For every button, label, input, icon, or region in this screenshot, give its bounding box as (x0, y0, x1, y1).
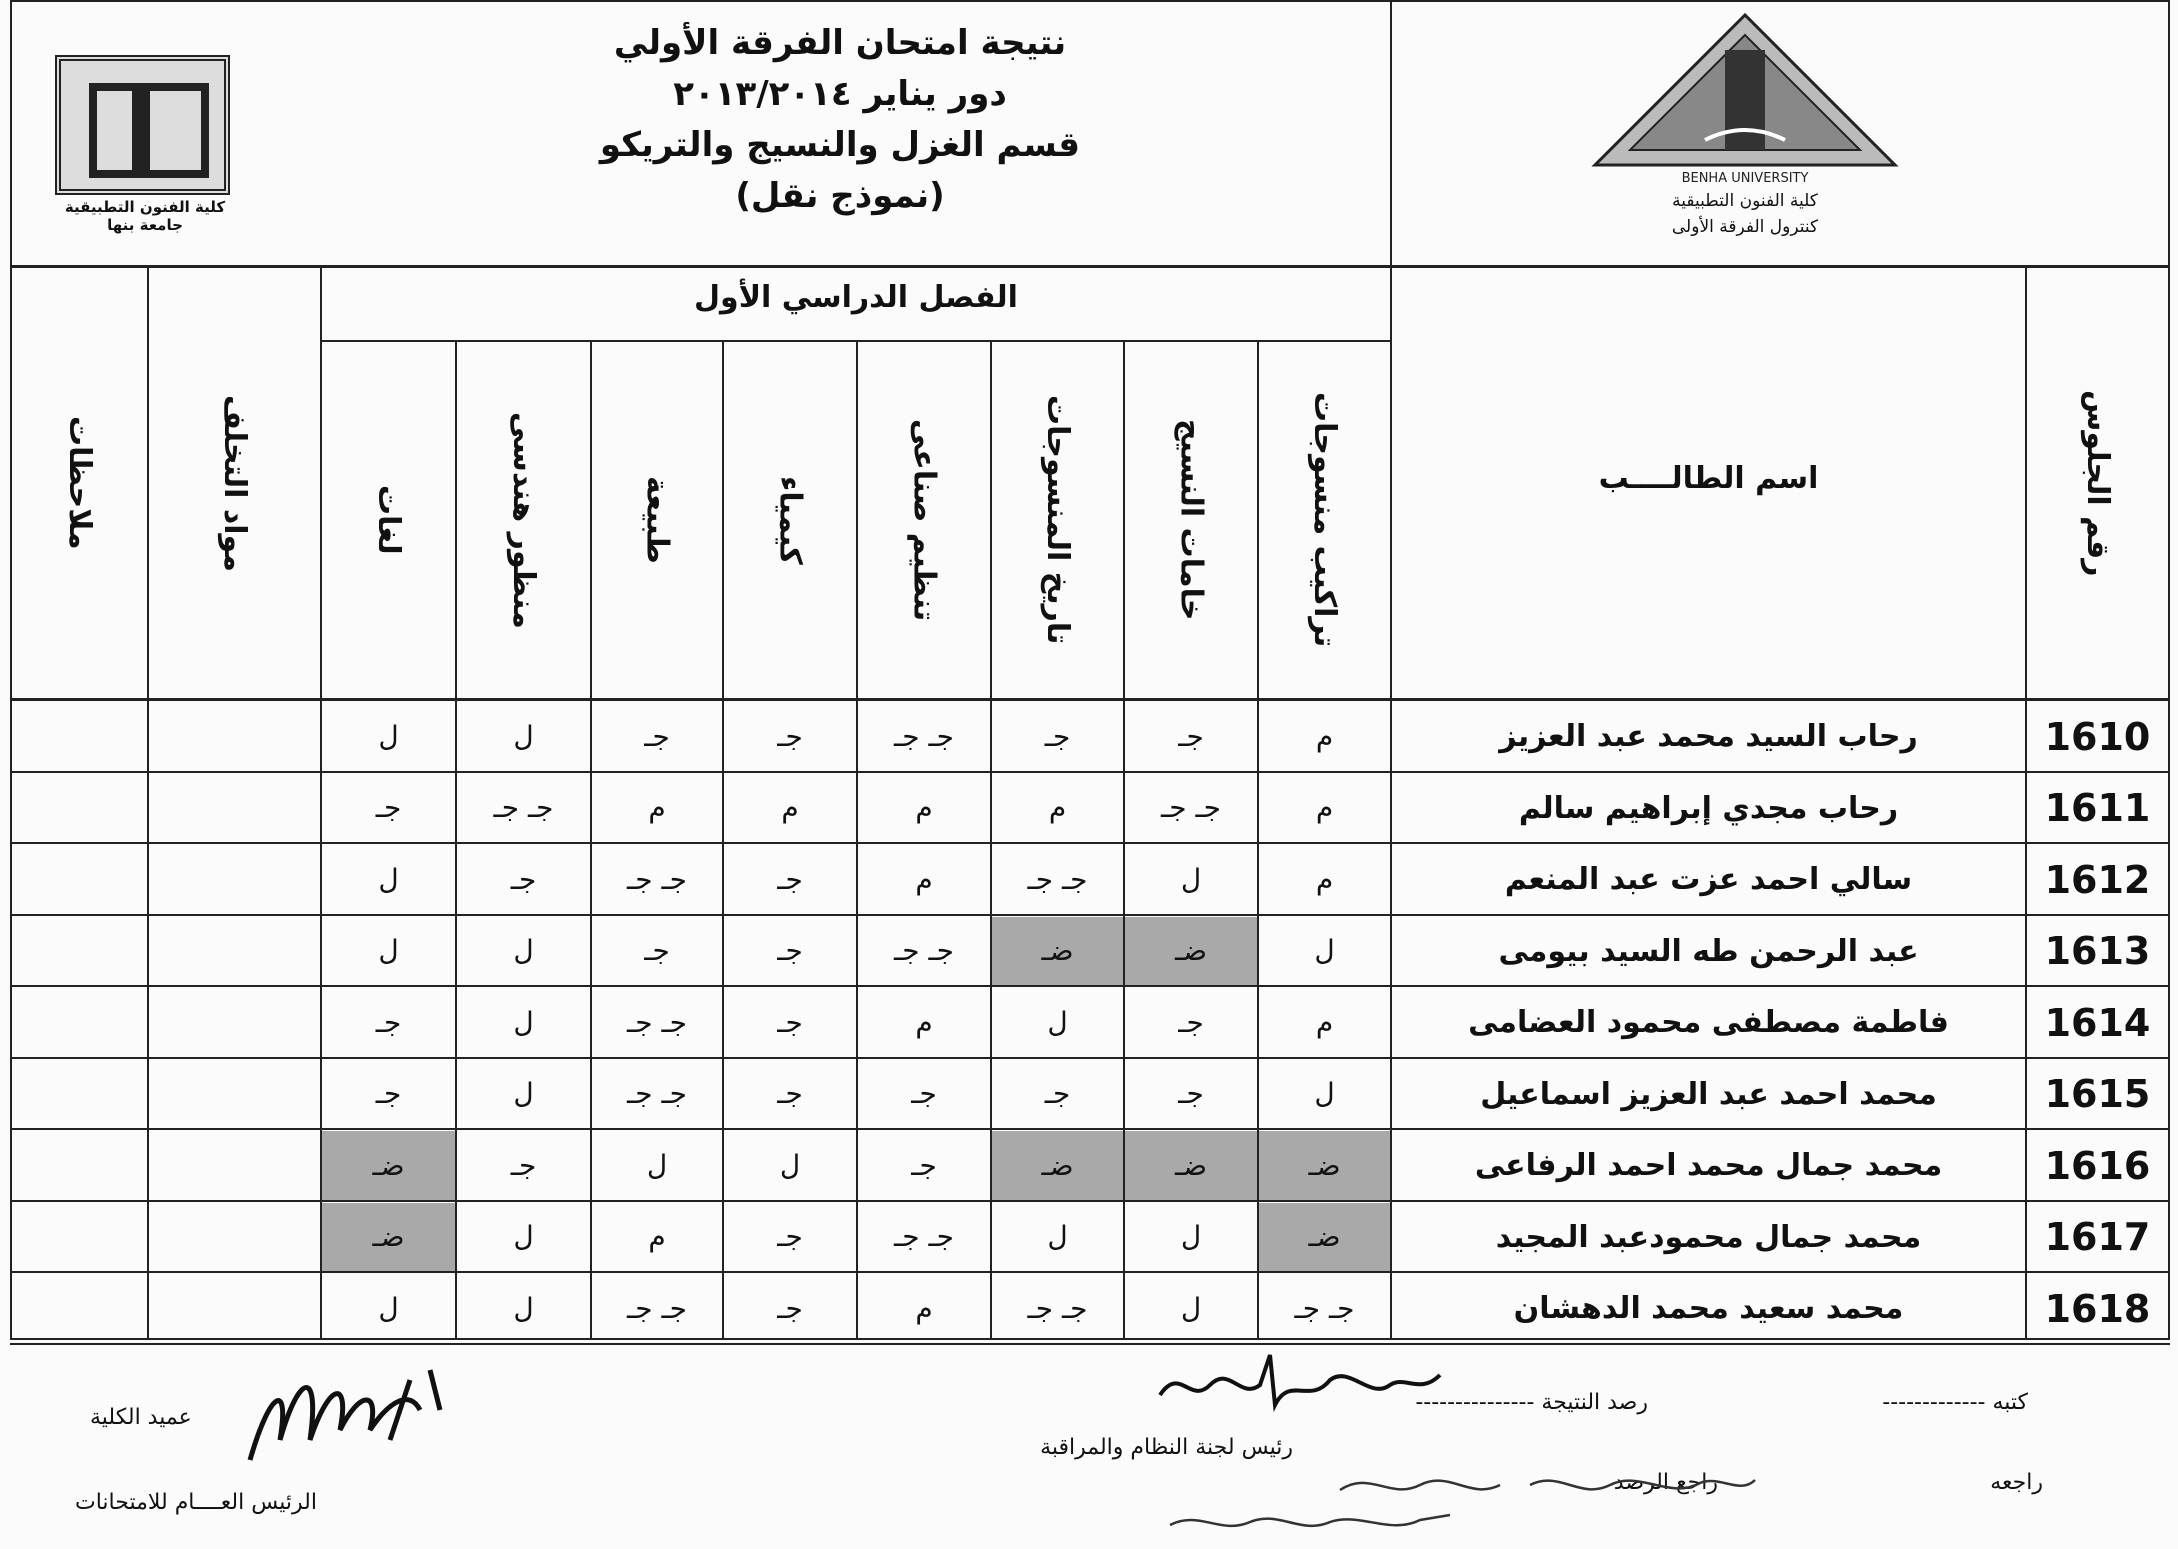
grade-cell: ضـ (1259, 1131, 1390, 1200)
exams-head-label: الرئيس العــــام للامتحانات (75, 1490, 317, 1515)
seat-number-cell: 1618 (2044, 1286, 2151, 1331)
grade-cell: جـ جـ (1294, 1291, 1355, 1325)
grade-cell: جـ (777, 1077, 803, 1111)
grade-cell: م (1315, 862, 1334, 896)
grade-cell: ضـ (992, 917, 1123, 986)
grade-cell: ل (1047, 1005, 1068, 1039)
grade-cell: ل (513, 934, 534, 968)
grade-cell: جـ (1178, 1077, 1204, 1111)
grade-cell: جـ (375, 1077, 402, 1111)
grade-cell: ل (513, 719, 534, 753)
grade-cell: ل (378, 719, 399, 753)
student-name-cell: محمد جمال محمد احمد الرفاعى (1474, 1148, 1943, 1184)
dean-label: عميد الكلية (90, 1405, 192, 1430)
review-record-label: راجع الرصد (1613, 1470, 1718, 1495)
grade-cell: ل (1180, 1291, 1202, 1325)
seat-number-cell: 1614 (2044, 1000, 2151, 1045)
notes-header: ملاحظات (62, 416, 97, 550)
subject-header-8: لغات (371, 485, 406, 555)
grade-cell: جـ جـ (493, 791, 554, 825)
seat-number-cell: 1617 (2044, 1215, 2151, 1260)
logo-mark (89, 83, 209, 178)
faculty-logo-left (50, 50, 230, 234)
grade-cell: ل (1047, 1220, 1068, 1254)
grade-cell: جـ (777, 862, 803, 896)
grade-cell: م (648, 791, 666, 825)
grade-cell: ل (378, 1291, 399, 1325)
table-row (10, 1202, 2170, 1274)
left-logo-caption-line1: كلية الفنون التطبيقية (64, 198, 226, 216)
grade-cell: جـ جـ (894, 719, 954, 753)
table-row (10, 844, 2170, 916)
student-name-cell: رحاب مجدي إبراهيم سالم (1518, 790, 1899, 826)
grade-cell: ل (646, 1148, 668, 1182)
grade-cell: ضـ (1125, 917, 1257, 986)
grade-cell: جـ (1178, 1005, 1204, 1039)
grade-cell: جـ جـ (1161, 791, 1221, 825)
grade-cell: جـ جـ (627, 862, 687, 896)
subject-header-7: منظور هندسى (506, 411, 541, 629)
grade-cell: جـ (777, 934, 803, 968)
university-emblem-icon (1585, 10, 1905, 185)
grade-cell: جـ (777, 1005, 803, 1039)
grade-cell: م (915, 1291, 933, 1325)
student-name-cell: محمد جمال محمودعبد المجيد (1495, 1219, 1922, 1255)
grade-cell: ل (513, 1077, 534, 1111)
grade-cell: م (915, 862, 933, 896)
grade-cell: م (915, 1005, 933, 1039)
table-bottom-border (10, 1338, 2170, 1340)
subject-header-1: تراكيب منسوجات (1307, 392, 1342, 648)
student-name-cell: محمد سعيد محمد الدهشان (1513, 1291, 1904, 1327)
table-row (10, 701, 2170, 773)
row-divider (10, 1343, 2170, 1345)
semester-heading: الفصل الدراسي الأول (694, 280, 1018, 315)
grade-cell: م (1048, 791, 1067, 825)
title-line-1: نتيجة امتحان الفرقة الأولي (613, 23, 1067, 63)
page-title (560, 18, 1120, 222)
grade-cell: م (1315, 791, 1334, 825)
grade-cell: م (1315, 719, 1334, 753)
logo-frame (55, 55, 230, 195)
seat-number-header: رقم الجلوس (2080, 389, 2115, 577)
student-name-cell: فاطمة مصطفى محمود العضامى (1468, 1005, 1949, 1041)
grade-cell: ضـ (1125, 1131, 1257, 1200)
grade-cell: ل (513, 1291, 534, 1325)
subject-header-2: خامات النسيج (1173, 419, 1209, 621)
grade-cell: ل (1180, 1220, 1202, 1254)
grade-cell: ضـ (322, 1203, 455, 1272)
university-logo-right (1575, 10, 1915, 240)
seat-number-cell: 1612 (2044, 857, 2151, 902)
grade-cell: م (915, 791, 933, 825)
seat-number-cell: 1611 (2044, 786, 2151, 831)
committee-head-label: رئيس لجنة النظام والمراقبة (1040, 1435, 1293, 1460)
student-name-cell: سالي احمد عزت عبد المنعم (1504, 862, 1913, 898)
student-name-cell: عبد الرحمن طه السيد بيومى (1498, 933, 1919, 969)
table-row (10, 1059, 2170, 1131)
right-logo-caption-line2: كنترول الفرقة الأولى (1671, 217, 1819, 237)
grade-cell: م (648, 1220, 666, 1254)
grade-cell: ل (1180, 862, 1202, 896)
student-name-header: اسم الطالــــب (1598, 460, 1819, 496)
right-logo-text: BENHA UNIVERSITY (1681, 171, 1809, 185)
table-row (10, 1273, 2170, 1345)
reviewed-label: راجعه (1990, 1470, 2043, 1495)
header-divider-vertical (1390, 0, 1392, 265)
student-name-cell: رحاب السيد محمد عبد العزيز (1499, 719, 1918, 755)
seat-number-cell: 1616 (2044, 1143, 2151, 1188)
title-line-4: (نموذج نقل) (735, 176, 945, 216)
table-row (10, 987, 2170, 1059)
grade-cell: جـ (644, 934, 670, 968)
grade-cell: جـ (777, 1291, 803, 1325)
grade-cell: جـ جـ (627, 1291, 687, 1325)
grade-cell: جـ (1044, 1077, 1071, 1111)
grade-cell: ل (378, 862, 399, 896)
grade-cell: ل (513, 1220, 534, 1254)
subject-header-5: كيمياء (772, 475, 808, 565)
grade-cell: م (781, 791, 799, 825)
grade-cell: جـ جـ (1027, 862, 1088, 896)
grade-cell: ل (1314, 934, 1335, 968)
grade-cell: جـ (911, 1077, 937, 1111)
grade-cell: ضـ (322, 1131, 455, 1200)
grade-cell: ل (779, 1148, 801, 1182)
top-border (10, 0, 2170, 2)
student-name-cell: محمد احمد عبد العزيز اسماعيل (1480, 1076, 1937, 1112)
failed-subjects-header: مواد التخلف (217, 394, 252, 572)
grade-cell: جـ (777, 1220, 803, 1254)
grade-cell: ل (513, 1005, 534, 1039)
grade-cell: جـ (777, 719, 803, 753)
grade-cell: جـ (644, 719, 670, 753)
right-logo-caption-line1: كلية الفنون التطبيقية (1672, 191, 1818, 211)
title-line-2: دور يناير ٢٠١٣/٢٠١٤ (673, 74, 1007, 114)
title-line-3: قسم الغزل والنسيج والتريكو (599, 125, 1081, 165)
subject-header-3: تاريخ المنسوجات (1040, 395, 1075, 645)
seat-number-cell: 1613 (2044, 929, 2151, 974)
grade-cell: جـ (1044, 719, 1071, 753)
grade-cell: م (1315, 1005, 1334, 1039)
grade-cell: جـ جـ (627, 1005, 687, 1039)
seat-number-cell: 1615 (2044, 1072, 2151, 1117)
grade-cell: جـ (510, 1148, 537, 1182)
grade-cell: ضـ (992, 1131, 1123, 1200)
grade-cell: جـ (510, 862, 537, 896)
grade-cell: جـ (375, 791, 402, 825)
grade-cell: جـ جـ (1027, 1291, 1088, 1325)
seat-number-cell: 1610 (2044, 714, 2151, 759)
grade-cell: جـ جـ (894, 1220, 954, 1254)
table-row (10, 916, 2170, 988)
dean-signature (240, 1350, 460, 1480)
control-head-signature (1150, 1345, 1450, 1425)
table-row (10, 773, 2170, 845)
grade-cell: ل (1314, 1077, 1335, 1111)
subject-header-6: طبيعة (639, 476, 675, 564)
grade-cell: جـ (1178, 719, 1204, 753)
grade-cell: جـ جـ (894, 934, 954, 968)
table-row (10, 1130, 2170, 1202)
extra-handwritten-signature (1160, 1500, 1460, 1545)
result-recorded-label: رصد النتيجة --------------- (1415, 1390, 1648, 1415)
subject-header-4: تنظيم صناعى (906, 418, 942, 622)
written-by-label: كتبه ------------- (1882, 1390, 2028, 1415)
grade-cell: ضـ (1259, 1203, 1390, 1272)
grade-cell: جـ (911, 1148, 937, 1182)
grade-cell: جـ جـ (627, 1077, 687, 1111)
left-logo-caption-line2: جامعة بنها (107, 216, 183, 234)
grade-cell: جـ (375, 1005, 402, 1039)
grade-cell: ل (378, 934, 399, 968)
